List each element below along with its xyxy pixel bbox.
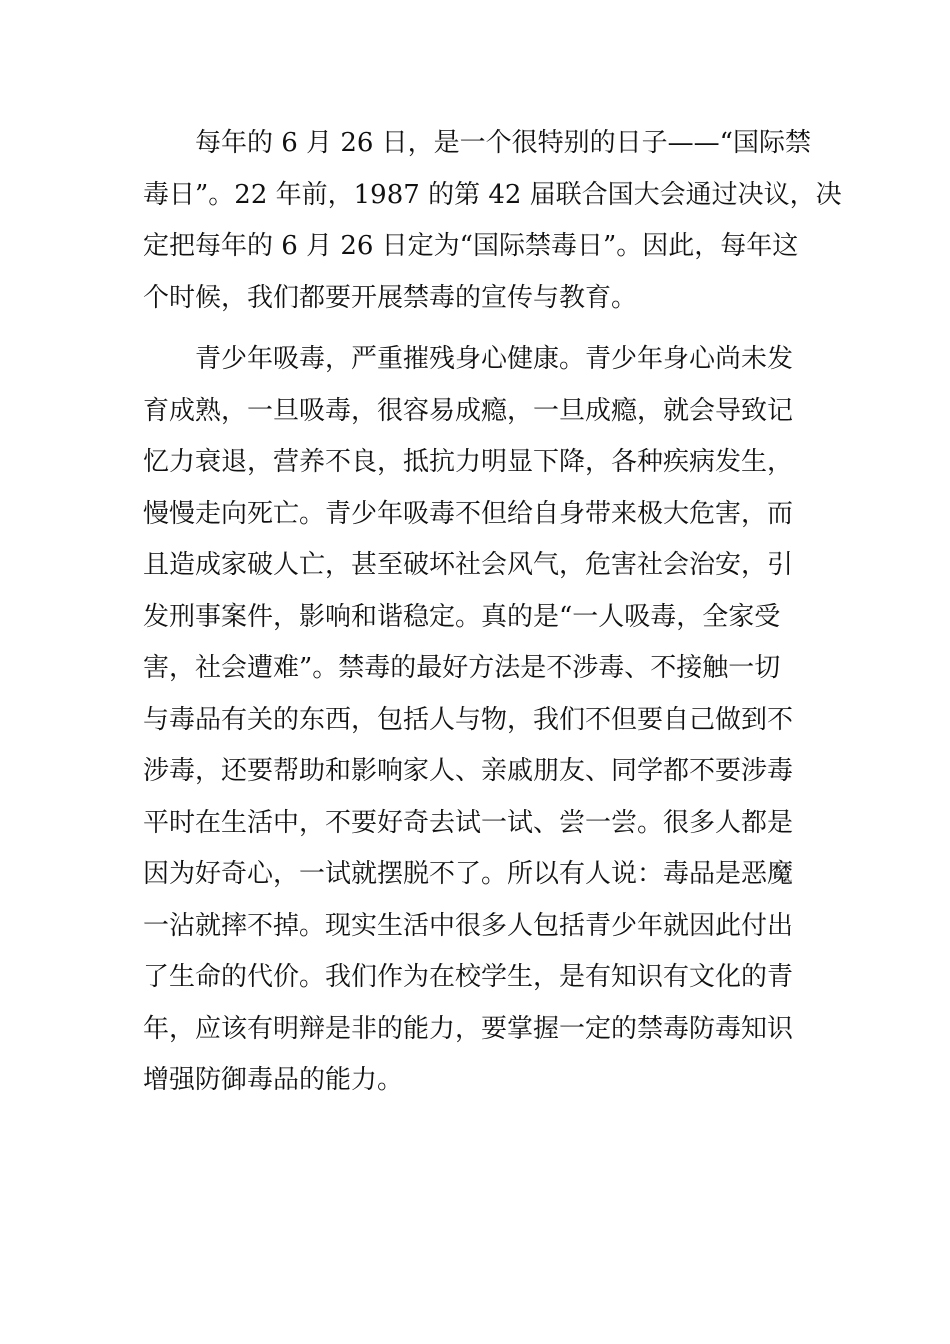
paragraph-1: [143, 118, 842, 324]
text-line: 且造成家破人亡，甚至破坏社会风气，危害社会治安，引: [143, 550, 794, 580]
text-line: 定把每年的 6 月 26 日定为“国际禁毒日”。因此，每年这: [143, 231, 799, 261]
text-line: 涉毒，还要帮助和影响家人、亲戚朋友、同学都不要涉毒: [143, 756, 794, 786]
text-line: 年，应该有明辩是非的能力，要掌握一定的禁毒防毒知识: [143, 1013, 794, 1044]
text-line: 个时候，我们都要开展禁毒的宣传与教育。: [143, 282, 638, 313]
text-line: 育成熟，一旦吸毒，很容易成瘾，一旦成瘾，就会导致记: [143, 395, 794, 426]
text-line: 发刑事案件，影响和谐稳定。真的是“一人吸毒，全家受: [143, 601, 781, 632]
text-line: 一沾就摔不掉。现实生活中很多人包括青少年就因此付出: [143, 910, 794, 941]
text-line: 害，社会遭难”。禁毒的最好方法是不涉毒、不接触一切: [143, 653, 781, 683]
paragraph-2: [143, 334, 815, 1107]
text-line: 青少年吸毒，严重摧残身心健康。青少年身心尚未发: [195, 344, 794, 374]
document-body: [143, 118, 842, 1107]
text-line: 与毒品有关的东西，包括人与物，我们不但要自己做到不: [143, 704, 794, 735]
text-line: 平时在生活中，不要好奇去试一试、尝一尝。很多人都是: [143, 807, 794, 838]
text-line: 因为好奇心，一试就摆脱不了。所以有人说：毒品是恶魔: [143, 859, 794, 889]
text-line: 增强防御毒品的能力。: [143, 1065, 404, 1095]
paragraph-spacer: [143, 324, 815, 334]
text-line: 忆力衰退，营养不良，抵抗力明显下降，各种疾病发生，: [143, 447, 794, 477]
text-line: 毒日”。22 年前，1987 的第 42 届联合国大会通过决议，决: [143, 179, 842, 210]
text-line: 了生命的代价。我们作为在校学生，是有知识有文化的青: [143, 962, 794, 992]
text-line: 每年的 6 月 26 日，是一个很特别的日子——“国际禁: [195, 128, 811, 158]
text-line: 慢慢走向死亡。青少年吸毒不但给自身带来极大危害，而: [143, 498, 794, 529]
